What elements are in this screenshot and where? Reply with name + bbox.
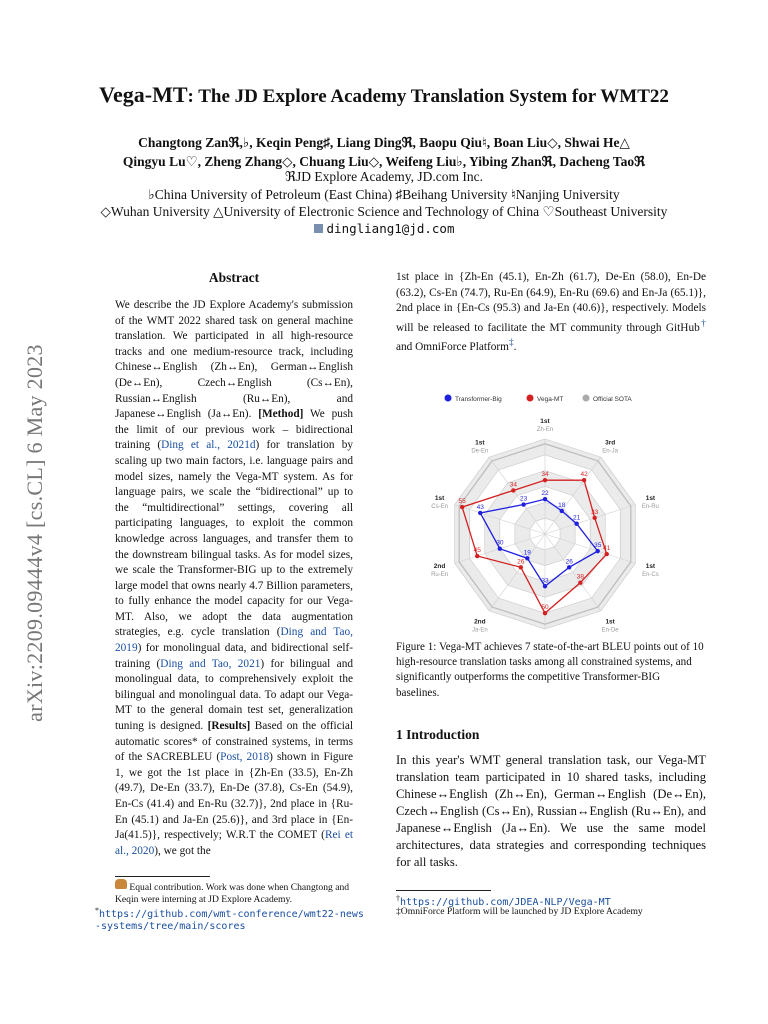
series-1-value-8: 55 <box>458 498 466 506</box>
footnote-equal-contribution <box>115 879 365 905</box>
affiliation-line-3: ◇Wuhan University △University of Electronic Science and Technology of China ♡Southeast University <box>100 204 668 219</box>
abstract-body <box>115 298 353 859</box>
series-0-value-9: 23 <box>519 495 528 503</box>
legend-label-1: Vega-MT <box>537 396 564 403</box>
series-0-point-3 <box>596 549 600 553</box>
series-1-point-7 <box>475 554 479 558</box>
series-0-value-4: 26 <box>565 558 573 566</box>
series-1-value-7: 45 <box>473 547 481 555</box>
contact-email[interactable] <box>0 221 768 236</box>
cite-rei-2020[interactable]: Rei et al., 2020 <box>115 829 353 857</box>
series-1-value-0: 34 <box>541 471 549 479</box>
right-text-b: and OmniForce Platform <box>396 340 509 353</box>
series-1-value-5: 50 <box>541 604 549 612</box>
series-1-value-4: 38 <box>576 573 584 581</box>
series-0-value-3: 35 <box>594 542 602 550</box>
axis-label-9: De-En <box>471 448 489 455</box>
email-icon <box>314 224 323 233</box>
title-rest: : The JD Explore Academy Translation System for WMT22 <box>187 86 669 107</box>
rank-label-1: 3rd <box>605 439 616 447</box>
series-1-point-0 <box>543 478 547 482</box>
series-0-value-8: 43 <box>476 503 484 511</box>
series-0-point-2 <box>574 522 578 526</box>
axis-label-0: Zh-En <box>536 427 554 434</box>
footnote-omniforce: ‡OmniForce Platform will be launched by JD Explore Academy <box>396 906 643 917</box>
abstract-p2c: ) for monolingual data, and bidirectional self-training ( <box>115 642 353 670</box>
footnote-rule-left <box>115 876 210 877</box>
abstract-p3a: Based on the official automatic scores* of constrained systems, in terms of the SACREBLEU ( <box>115 720 353 764</box>
github-footnote-mark[interactable]: † <box>699 318 706 329</box>
rank-label-7: 2nd <box>433 563 446 571</box>
legend-dot-0 <box>445 395 452 402</box>
series-1-point-4 <box>578 580 582 584</box>
cite-ding-tao-2021[interactable]: Ding and Tao, 2021 <box>160 657 261 670</box>
legend-label-2: Official SOTA <box>593 396 632 403</box>
omniforce-footnote-mark[interactable]: ‡ <box>508 338 514 349</box>
series-0-value-2: 21 <box>573 514 581 522</box>
abstract-p3c: ), we got the <box>154 844 211 857</box>
cite-ding-tao-2019[interactable]: Ding and Tao, 2019 <box>115 626 354 655</box>
rank-label-9: 1st <box>475 439 485 447</box>
series-0-value-6: 19 <box>523 549 531 557</box>
cite-ding-2021d[interactable]: Ding et al., 2021d <box>161 439 256 452</box>
figure-caption: Figure 1: Vega-MT achieves 7 state-of-the-art BLEU points out of 10 high-resource translation tasks among all constrained systems, and significantly outperforms the competitive Transformer-BIG baselines. <box>396 641 704 699</box>
footnote-scores-url[interactable]: https://github.com/wmt-conference/wmt22-news-systems/tree/main/scores <box>95 909 364 932</box>
affiliation-line-2: ♭China University of Petroleum (East China) ♯Beihang University ♮Nanjing University <box>148 187 620 202</box>
arxiv-stamp: arXiv:2209.09444v4 [cs.CL] 6 May 2023 <box>22 344 47 722</box>
abstract-p2b: ) for translation by scaling up two main factors, i.e. language pairs and model sizes, namely the Vega-MT system. As for language pairs, we scale the “bidirectional” up to the “multidirectional” settings, covering all participating languages, to exploit the common knowledge across languages, and transfer them to the downstream bilingual tasks. As for model sizes, we scale the Transformer-BIG up to the extremely large model that owns nearly 4.7 Billion parameters, to fully enhance the model capacity for our Vega-MT. Also, we adopt the data augmentation strategies, e.g. cycle translation ( <box>115 439 354 639</box>
axis-label-2: En-Ru <box>641 503 659 510</box>
email-text: dingliang1@jd.com <box>326 221 455 236</box>
series-1-point-3 <box>605 552 609 556</box>
series-0-value-0: 22 <box>541 490 549 498</box>
series-0-value-5: 33 <box>541 577 549 585</box>
abstract-p2a: We push the limit of our previous work – bidirectional training ( <box>115 408 353 452</box>
right-text-a: 1st place in {Zh-En (45.1), En-Zh (61.7), De-En (58.0), En-De (63.2), Cs-En (74.7), Ru-En (64.9), En-Ru (69.6) and En-Ja (65.1)}, 2nd place in {En-Cs (95.3) and Ja-En (40.6)}, respectively. Models will be released to facilitate the MT community through GitHub <box>396 271 706 334</box>
rank-label-0: 1st <box>540 418 550 426</box>
series-1-point-5 <box>543 611 547 615</box>
series-0-value-7: 30 <box>496 539 504 547</box>
legend-dot-2 <box>583 395 590 402</box>
cite-post-2018[interactable]: Post, 2018 <box>220 751 270 764</box>
abstract-p3b: ) shown in Figure 1, we got the 1st place in {Zh-En (33.5), En-Zh (49.7), De-En (33.7), En-De (37.8), Cs-En (54.9), En-Cs (41.4) and En-Ru (32.7)}, 2nd place in {Ru-En (45.1) and Ja-En (25.6)}, and 3rd place in {En-Ja(41.5)}, respectively; W.R.T the COMET ( <box>115 751 353 842</box>
axis-label-8: Cs-En <box>431 503 448 510</box>
intro-heading: 1 Introduction <box>396 727 480 742</box>
series-1-value-3: 41 <box>603 545 611 553</box>
author-line-2: Qingyu Lu♡, Zheng Zhang◇, Chuang Liu◇, Weifeng Liu♭, Yibing Zhanℜ, Dacheng Taoℜ <box>122 154 646 169</box>
results-label: [Results] <box>207 720 251 733</box>
legend-dot-1 <box>527 395 534 402</box>
footnote-scores-mark: * <box>95 906 99 915</box>
series-0-point-9 <box>521 502 525 506</box>
series-1-value-9: 34 <box>509 481 517 489</box>
method-label: [Method] <box>258 408 304 421</box>
title-main: Vega-MT <box>99 82 188 107</box>
series-1-point-1 <box>582 478 586 482</box>
rank-label-6: 2nd <box>474 618 486 626</box>
series-0-value-1: 18 <box>558 501 566 509</box>
rank-label-8: 1st <box>434 494 445 502</box>
chart-grid <box>455 439 636 629</box>
rank-label-2: 1st <box>645 494 656 502</box>
footnote-github-mark: † <box>396 894 400 903</box>
abstract-heading: Abstract <box>208 270 260 285</box>
series-1-point-2 <box>592 516 596 520</box>
series-0-point-7 <box>498 546 502 550</box>
series-1-point-9 <box>511 488 515 492</box>
series-0-point-8 <box>478 511 482 515</box>
axis-label-1: En-Ja <box>602 448 618 455</box>
abstract-p2d: ) for bilingual and monolingual data, to comprehensively exploit the bilingual and monolingual data. To adapt our Vega-MT to the general domain test set, generalization tuning is designed. <box>115 657 353 733</box>
legend-label-0: Transformer-Big <box>455 396 502 403</box>
paper-title <box>0 82 768 108</box>
series-1-value-1: 42 <box>580 471 588 479</box>
intro-text: In this year's WMT general translation task, our Vega-MT translation team participated in 10 shared tasks, including Chinese↔English (Zh↔En), German↔English (De↔En), Czech↔English (Cs↔En), Russian↔English (Ru↔En), and Japanese↔English (Ja↔En). We use the same model architectures, data strategies and corresponding techniques for all tasks. <box>396 753 706 869</box>
footnote-github-url[interactable]: https://github.com/JDEA-NLP/Vega-MT <box>400 897 611 909</box>
series-1-point-8 <box>460 505 464 509</box>
axis-label-4: En-De <box>601 627 619 634</box>
series-1-point-6 <box>519 565 523 569</box>
footnote-rule-right <box>396 890 491 891</box>
axis-label-7: Ru-En <box>431 572 449 579</box>
rank-label-3: 1st <box>645 563 656 571</box>
rank-label-4: 1st <box>605 618 615 626</box>
figure-1 <box>408 388 683 636</box>
footnote-scores <box>95 905 365 932</box>
series-0-point-6 <box>525 556 529 560</box>
series-0-point-4 <box>567 565 571 569</box>
series-1-value-2: 33 <box>591 508 599 516</box>
series-0-point-5 <box>543 584 547 588</box>
footnote-equal-text: Equal contribution. Work was done when Changtong and Keqin were interning at JD Explore Academy. <box>115 882 350 905</box>
abstract-p1: We describe the JD Explore Academy's submission of the WMT 2022 shared task on general machine translation. We participated in all high-resource tracks and one medium-resource track, including Chinese↔English (Zh↔En), German↔English (De↔En), Czech↔English (Cs↔En), Russian↔English (Ru↔En), and Japanese↔English (Ja↔En). <box>115 299 353 421</box>
chart-legend <box>445 395 633 404</box>
right-intro-text <box>396 270 706 356</box>
series-1-value-6: 26 <box>517 558 525 566</box>
right-text-c: . <box>513 340 517 353</box>
radar-chart <box>408 388 683 636</box>
axis-label-6: Ja-En <box>472 627 488 634</box>
author-line-1: Changtong Zanℜ,♭, Keqin Peng♯, Liang Dingℜ, Baopu Qiu♮, Boan Liu◇, Shwai He△ <box>138 135 630 150</box>
bear-icon <box>115 879 127 889</box>
affiliation-line-1: ℜJD Explore Academy, JD.com Inc. <box>285 169 483 184</box>
axis-label-3: En-Cs <box>642 572 659 579</box>
series-0-point-0 <box>543 497 547 501</box>
series-0-point-1 <box>560 509 564 513</box>
